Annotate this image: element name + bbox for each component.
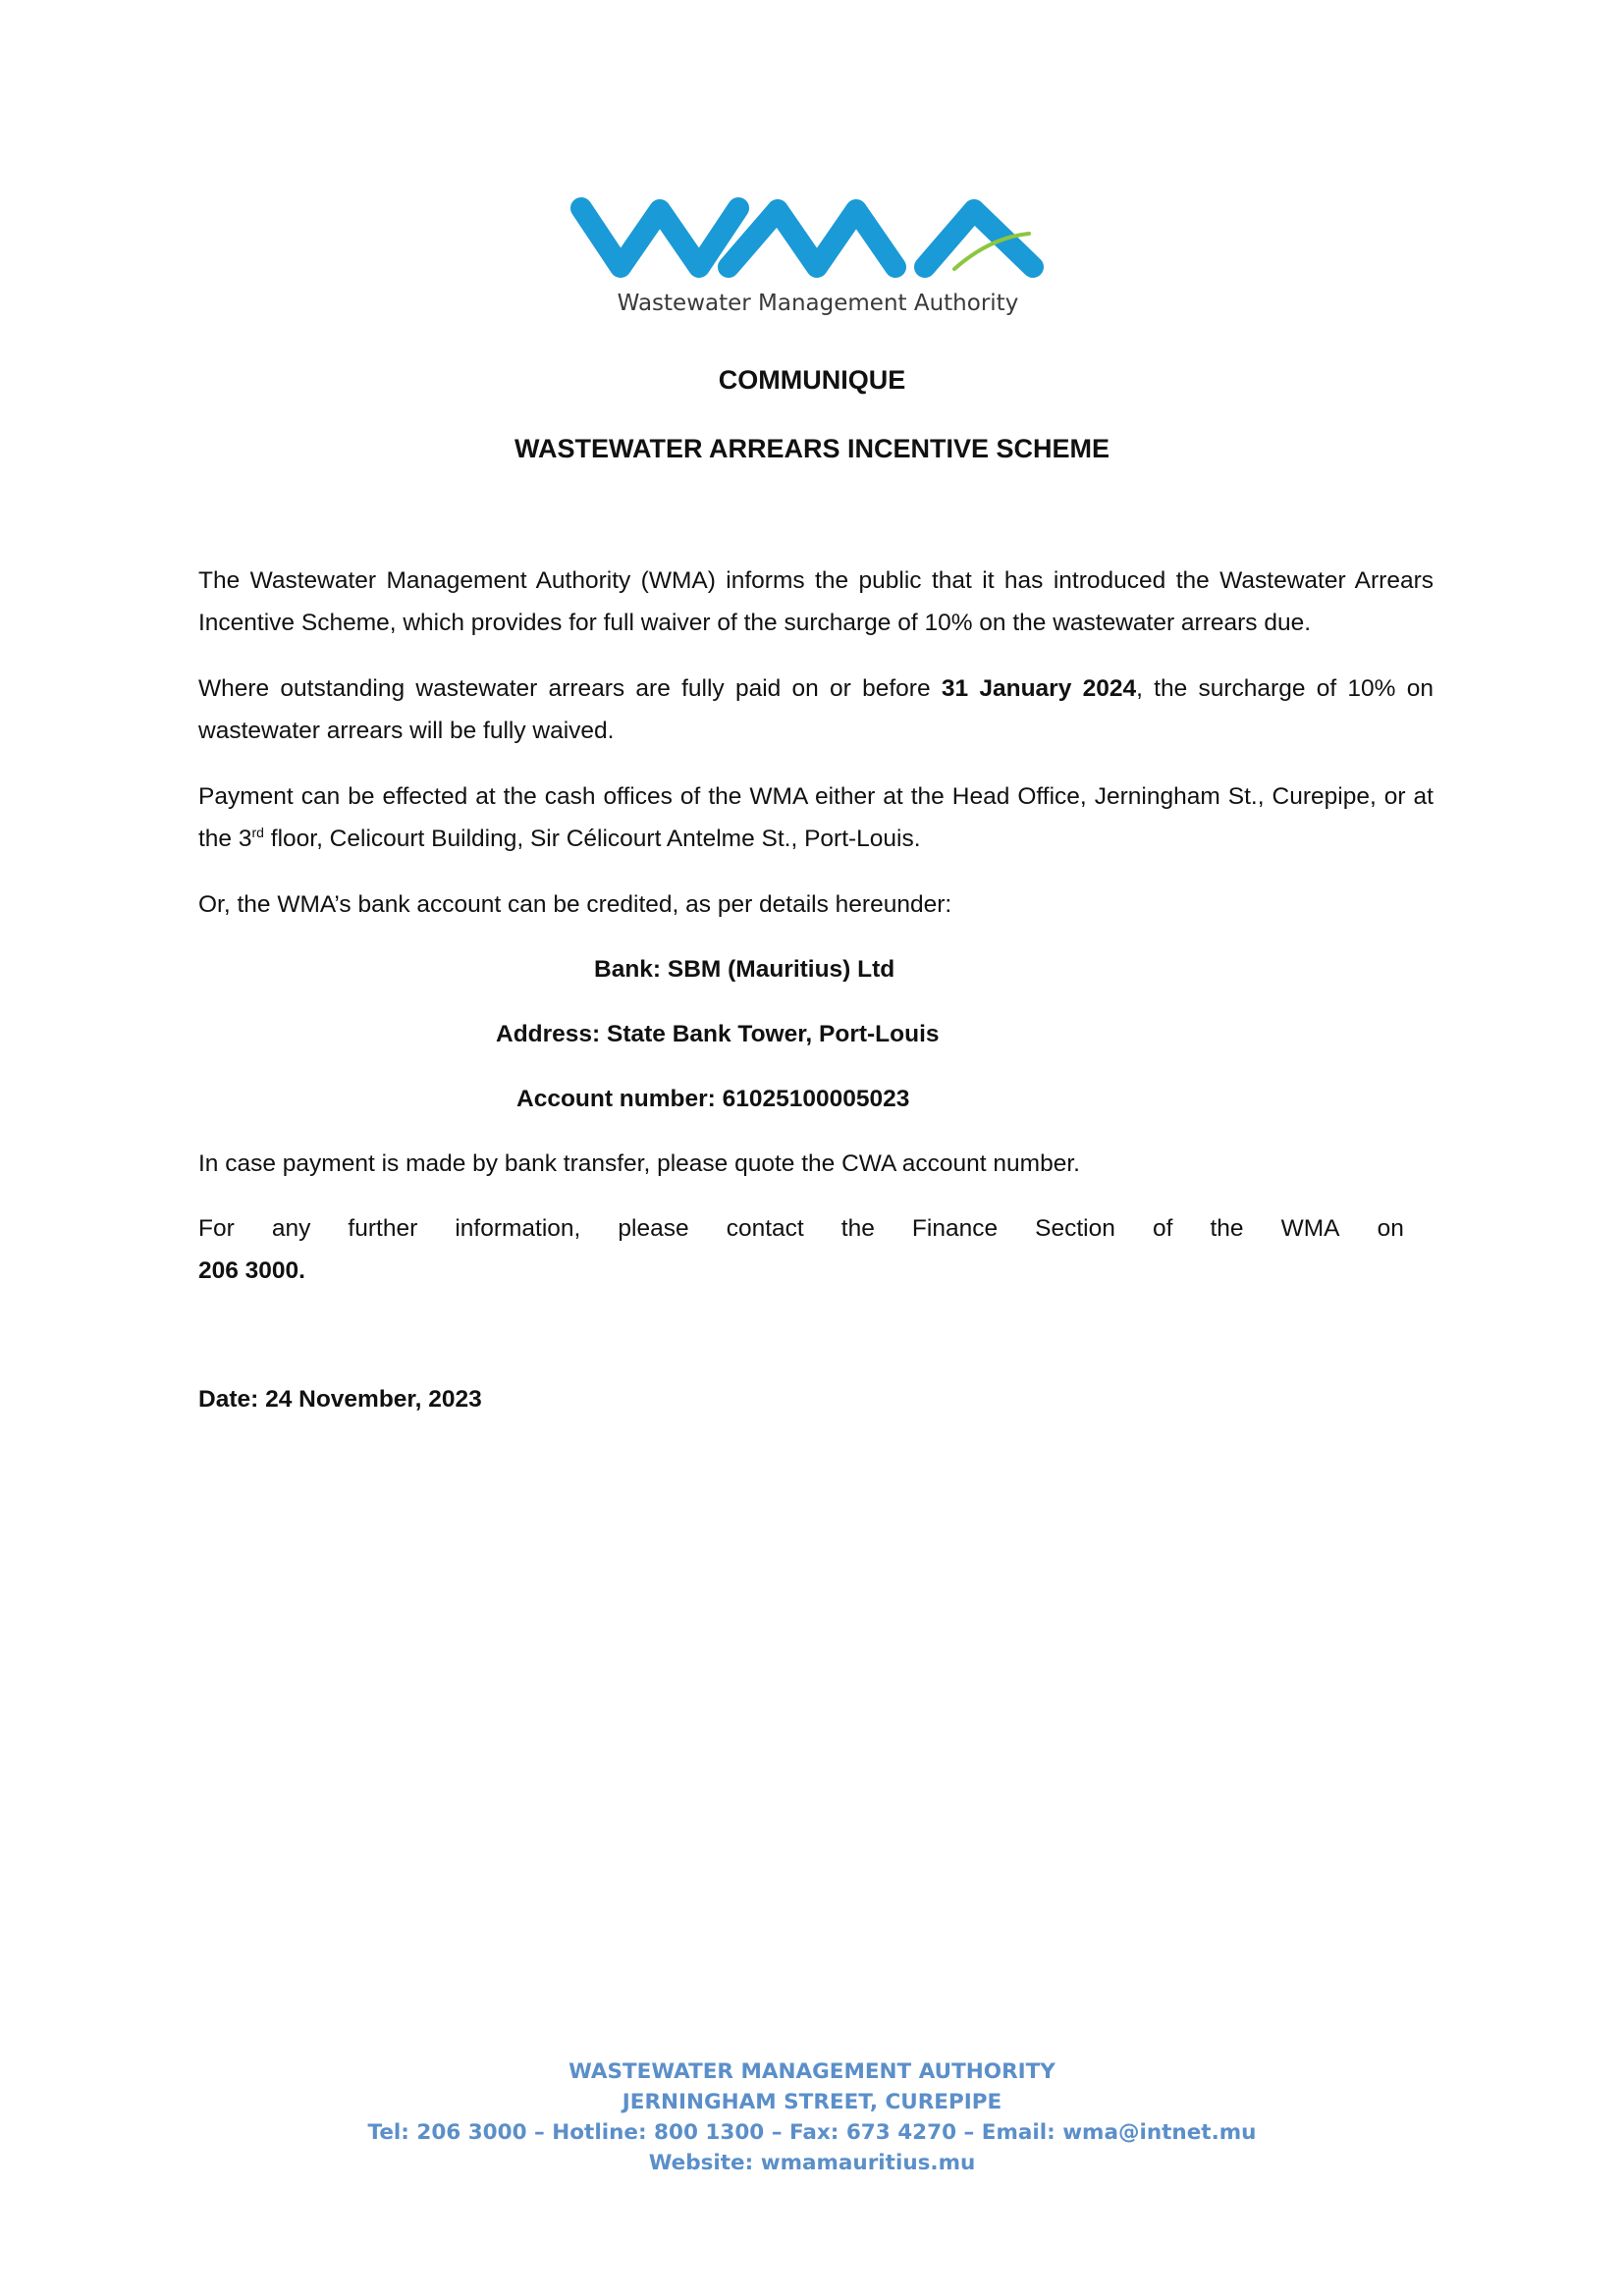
payment-text-before: Payment can be effected at the cash offices of the WMA either at the Head Office, Jerningham St., Curepipe, or at the 3 bbox=[198, 783, 1434, 852]
logo-subtitle: Wastewater Management Authority bbox=[617, 291, 1019, 316]
footer-website: Website: wmamauritius.mu bbox=[648, 2151, 976, 2175]
contact-word: Finance bbox=[911, 1215, 999, 1242]
contact-word: the bbox=[840, 1215, 875, 1242]
ordinal-suffix: rd bbox=[251, 824, 264, 840]
deadline-text-before: Where outstanding wastewater arrears are fully paid on or before bbox=[198, 675, 942, 702]
deadline-text-after: , the surcharge of 10% on wastewater arrears will be fully waived. bbox=[198, 675, 1434, 744]
paragraph-intro: The Wastewater Management Authority (WMA) informs the public that it has introduced the Wastewater Arrears Incentive Scheme, which provides for full waiver of the surcharge of 10% on the wastewater arrears due. bbox=[198, 567, 1434, 636]
contact-word: contact bbox=[726, 1215, 804, 1242]
contact-word: on bbox=[1377, 1215, 1404, 1242]
footer-address: JERNINGHAM STREET, CUREPIPE bbox=[622, 2090, 1002, 2114]
footer-organization: WASTEWATER MANAGEMENT AUTHORITY bbox=[568, 2059, 1056, 2084]
bank-address: Address: State Bank Tower, Port-Louis bbox=[496, 1021, 940, 1047]
contact-word: the bbox=[1210, 1215, 1244, 1242]
contact-word: WMA bbox=[1280, 1215, 1340, 1242]
contact-word: further bbox=[348, 1215, 418, 1242]
bank-account-number: Account number: 61025100005023 bbox=[516, 1086, 910, 1112]
contact-word: For bbox=[198, 1215, 235, 1242]
paragraph-bank-intro: Or, the WMA’s bank account can be credited, as per details hereunder: bbox=[198, 891, 952, 918]
contact-line bbox=[198, 1207, 1404, 1250]
paragraph-deadline bbox=[198, 667, 1434, 752]
page-title: COMMUNIQUE bbox=[718, 365, 906, 395]
bank-name: Bank: SBM (Mauritius) Ltd bbox=[594, 956, 895, 983]
page-subtitle: WASTEWATER ARREARS INCENTIVE SCHEME bbox=[514, 434, 1110, 463]
deadline-date: 31 January 2024 bbox=[941, 675, 1137, 702]
wma-logo-mark bbox=[568, 194, 1068, 285]
wma-logo bbox=[568, 194, 1068, 327]
footer-contacts: Tel: 206 3000 – Hotline: 800 1300 – Fax: 673 4270 – Email: wma@intnet.mu bbox=[367, 2120, 1257, 2145]
contact-word: please bbox=[618, 1215, 689, 1242]
paragraph-payment-offices bbox=[198, 775, 1434, 860]
payment-text-after: floor, Celicourt Building, Sir Célicourt Antelme St., Port-Louis. bbox=[263, 826, 921, 852]
communique-date: Date: 24 November, 2023 bbox=[198, 1386, 482, 1413]
contact-phone-number: 206 3000. bbox=[198, 1257, 305, 1284]
contact-word: any bbox=[271, 1215, 311, 1242]
paragraph-transfer-note: In case payment is made by bank transfer, please quote the CWA account number. bbox=[198, 1150, 1080, 1177]
paragraph-contact bbox=[198, 1207, 1434, 1292]
page-footer bbox=[0, 2056, 1624, 2178]
contact-word: of bbox=[1152, 1215, 1173, 1242]
contact-word: information, bbox=[455, 1215, 581, 1242]
contact-word: Section bbox=[1035, 1215, 1115, 1242]
